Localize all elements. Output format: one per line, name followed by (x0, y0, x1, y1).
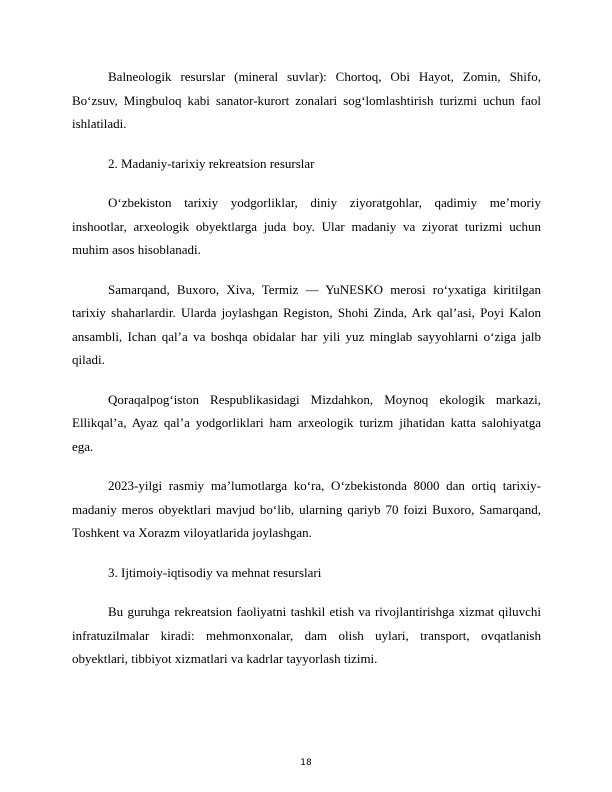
paragraph-balneological-resources: Balneologik resurslar (mineral suvlar): Chortoq, Obi Hayot, Zomin, Shifo, Bo‘zsuv, Mingbuloq kabi sanator-kurort zonalari sog‘lomlashtirish turizmi uchun faol ishlatiladi. (72, 69, 541, 131)
paragraph-unesco-cities: Samarqand, Buxoro, Xiva, Termiz — YuNESKO merosi ro‘yxatiga kiritilgan tarixiy shaharlardir. Ularda joylashgan Registon, Shohi Zinda, Ark qal’asi, Poyi Kalon ansambli, Ichan qal’a va boshqa obidalar har yili yuz minglab sayyohlarni o‘ziga jalb qiladi. (72, 281, 541, 367)
section-heading-cultural-historical: 2. Madaniy-tarixiy rekreatsion resurslar (108, 155, 315, 171)
document-page (72, 65, 541, 687)
paragraph-karakalpakstan: Qoraqalpog‘iston Respublikasidagi Mizdahkon, Moynoq ekologik markazi, Ellikqal’a, Ayaz qal’a yodgorliklari ham arxeologik turizm jihatidan katta salohiyatga ega. (72, 391, 541, 454)
paragraph-infrastructure: Bu guruhga rekreatsion faoliyatni tashkil etish va rivojlantirishga xizmat qiluvchi infratuzilmalar kiradi: mehmonxonalar, dam olish uylari, transport, ovqatlanish obyektlari, tibbiyot xizmatlari va kadrlar tayyorlash tizimi. (72, 604, 541, 666)
page-number: 18 (300, 758, 312, 768)
paragraph-heritage-statistics: 2023-yilgi rasmiy ma’lumotlarga ko‘ra, O‘zbekistonda 8000 dan ortiq tarixiy-madaniy meros obyektlari mavjud bo‘lib, ularning qariyb 70 foizi Buxoro, Samarqand, Toshkent va Xorazm viloyatlarida joylashgan. (72, 478, 541, 540)
section-heading-socio-economic: 3. Ijtimoiy-iqtisodiy va mehnat resurslari (108, 564, 322, 580)
paragraph-uzbekistan-monuments: O‘zbekiston tarixiy yodgorliklar, diniy ziyoratgohlar, qadimiy me’moriy inshootlar, arxeologik obyektlarga juda boy. Ular madaniy va ziyorat turizmi uchun muhim asos hisoblanadi. (72, 195, 541, 257)
